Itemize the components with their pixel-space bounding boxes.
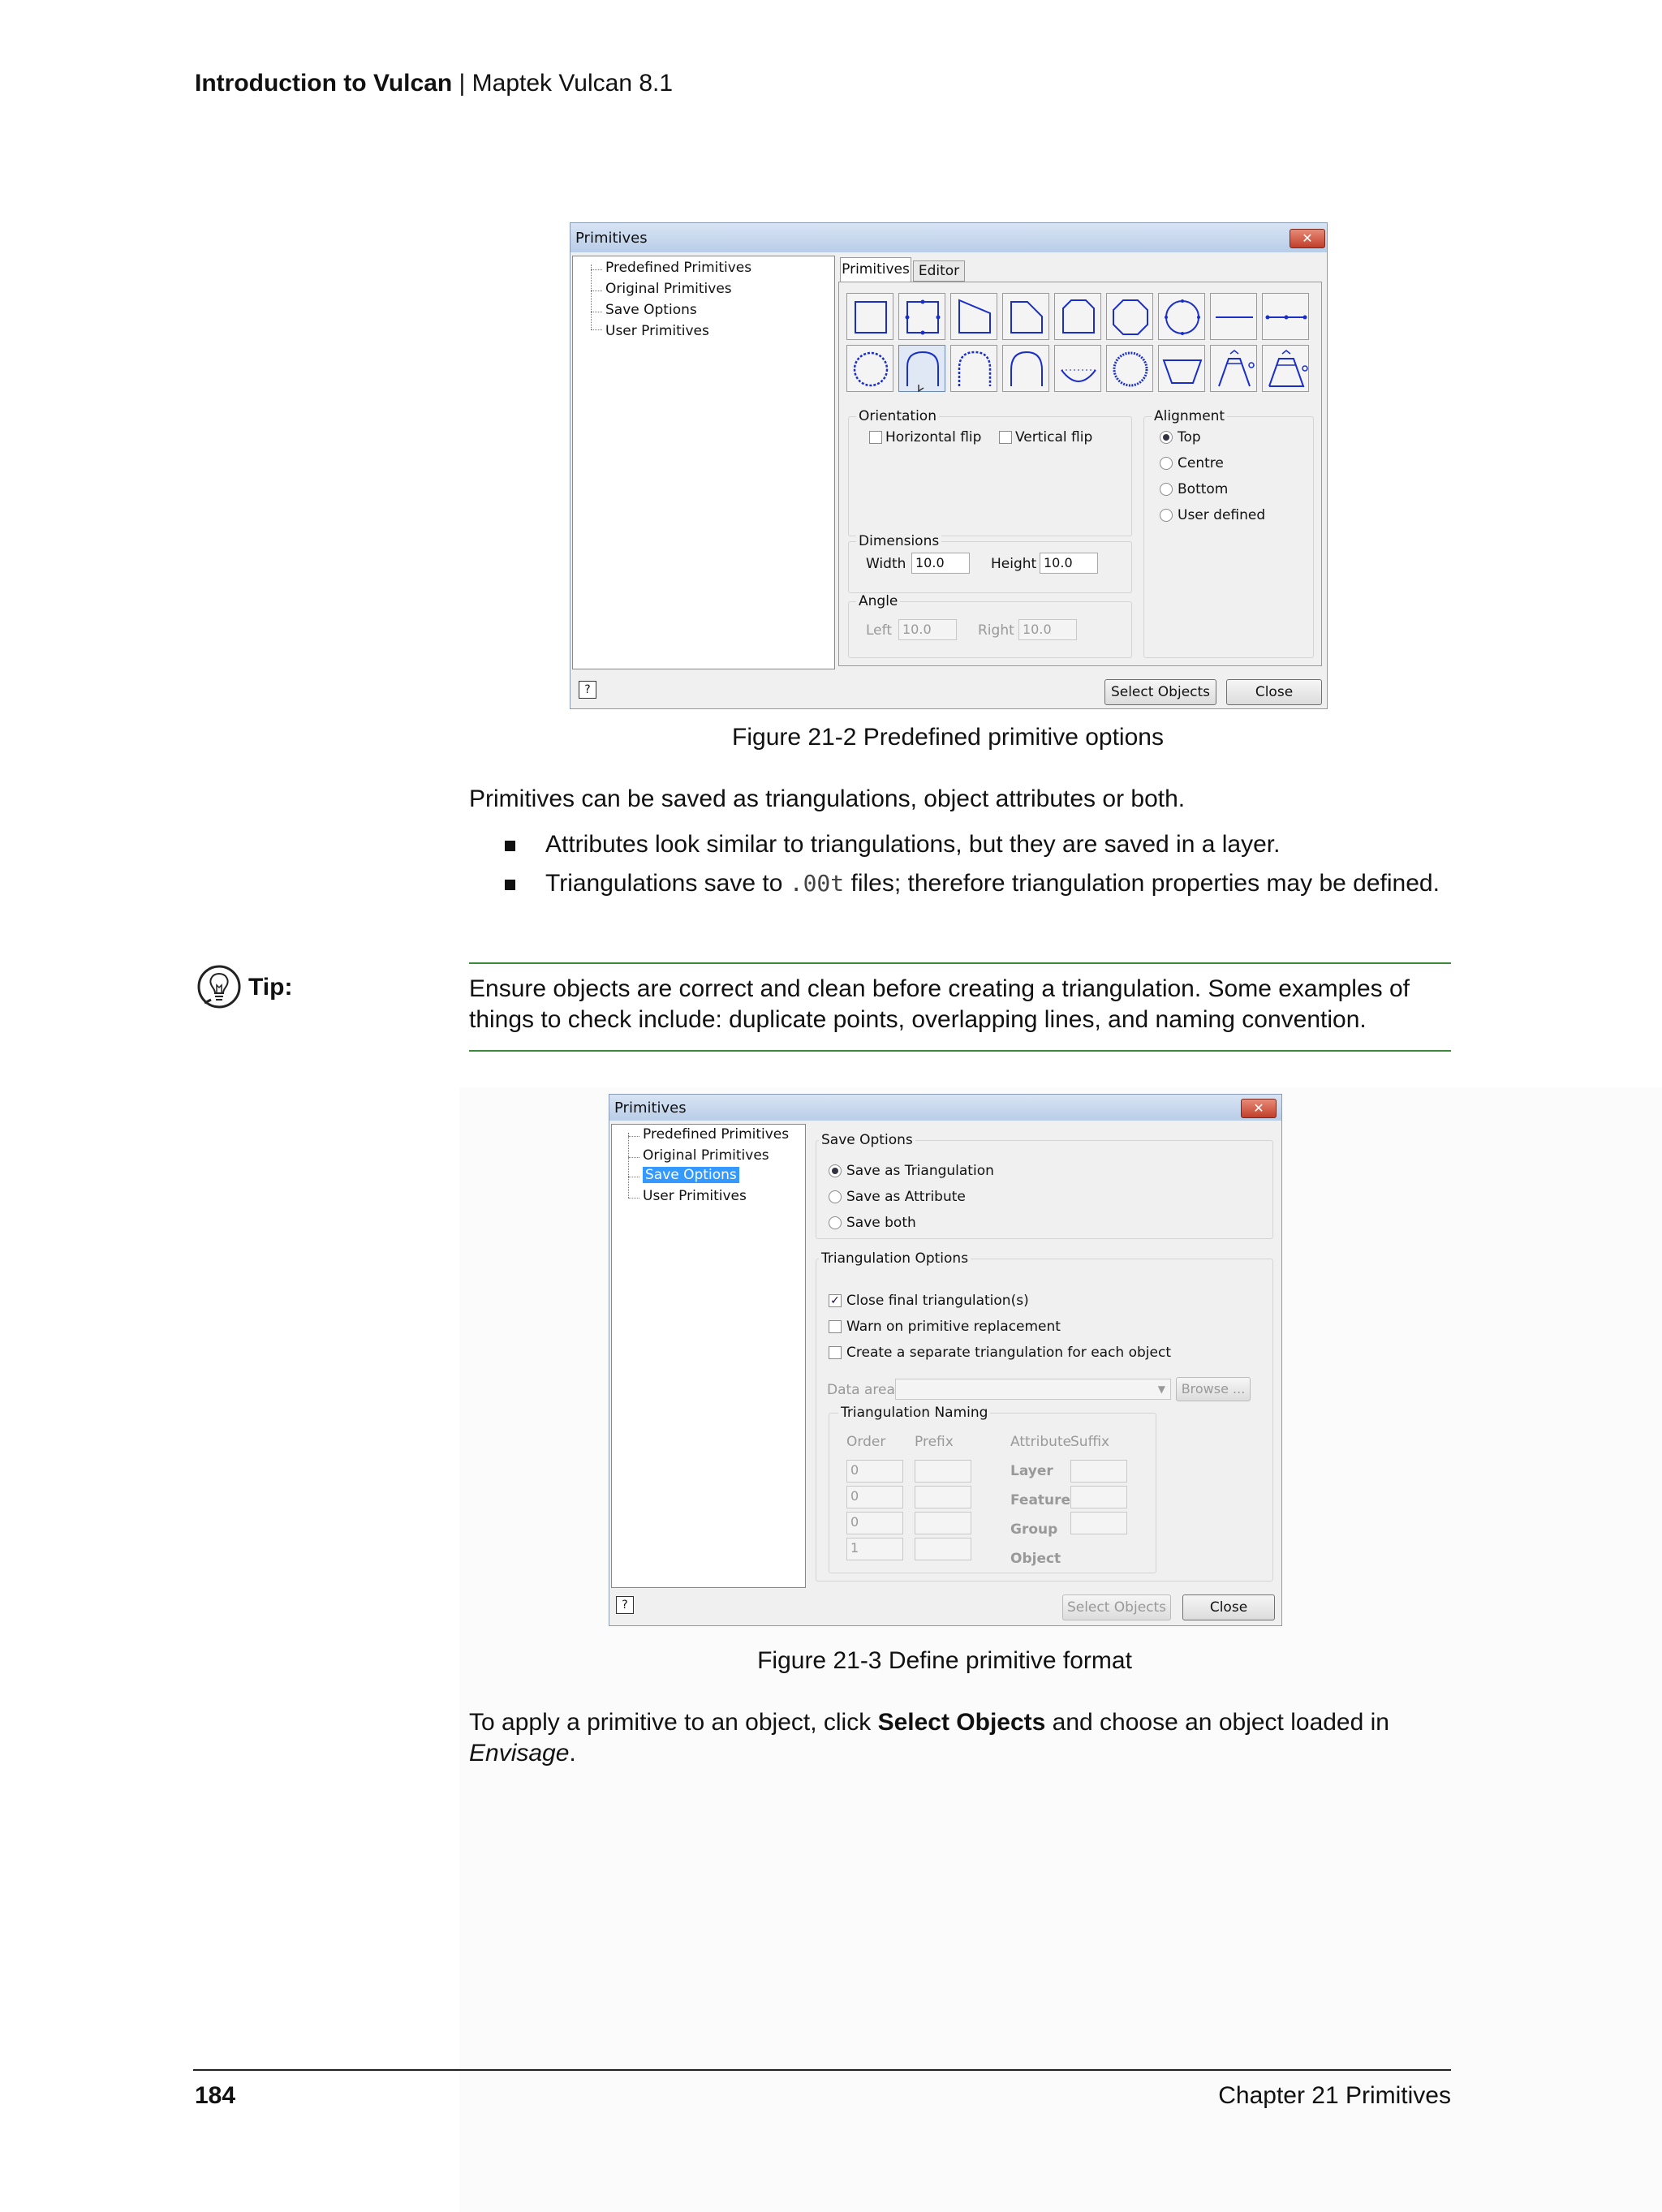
tree-connector — [628, 1157, 639, 1158]
primitive-bowl-button[interactable] — [1054, 345, 1101, 392]
tip-text: Ensure objects are correct and clean before creating a triangulation. Some examples of things to check include: duplicate points, overlapping lines, and naming convention. — [469, 975, 1410, 1033]
pentagon-corner-icon — [1003, 294, 1050, 341]
primitive-pentagon-button[interactable] — [1054, 293, 1101, 340]
select-objects-term: Select Objects — [877, 1709, 1046, 1736]
save-both-label: Save both — [846, 1215, 916, 1231]
octagon-icon — [1107, 294, 1154, 341]
primitive-arch-button[interactable] — [1002, 345, 1049, 392]
suffix-input[interactable] — [1070, 1460, 1127, 1483]
primitive-pentagon-corner-button[interactable] — [1002, 293, 1049, 340]
primitive-line-points-button[interactable] — [1262, 293, 1309, 340]
help-icon[interactable]: ? — [616, 1596, 634, 1614]
attribute-group-label: Group — [1010, 1521, 1058, 1538]
circle-dense-icon — [1107, 346, 1154, 393]
lightbulb-icon — [196, 964, 242, 1013]
attribute-layer-label: Layer — [1010, 1463, 1053, 1479]
tree-connector — [591, 265, 592, 329]
alignment-bottom-label: Bottom — [1178, 481, 1229, 497]
para-text: and choose an object loaded in — [1045, 1709, 1389, 1736]
vertical-flip-label: Vertical flip — [1015, 429, 1093, 445]
figure-caption-1: Figure 21-2 Predefined primitive options — [732, 724, 1164, 751]
naming-header-attribute: Attribute — [1010, 1434, 1072, 1450]
chevron-down-icon: ▼ — [1157, 1384, 1165, 1395]
left-label: Left — [866, 622, 892, 639]
line-points-icon — [1263, 294, 1310, 341]
naming-header-suffix: Suffix — [1070, 1434, 1110, 1450]
prefix-input[interactable] — [915, 1538, 971, 1560]
file-extension-code: .00t — [789, 870, 845, 897]
attribute-object-label: Object — [1010, 1551, 1061, 1567]
close-icon[interactable]: ✕ — [1241, 1099, 1277, 1118]
primitives-dialog-1 — [570, 222, 1328, 709]
separate-triangulation-label: Create a separate triangulation for each object — [846, 1345, 1171, 1361]
alignment-centre-radio[interactable] — [1160, 457, 1173, 470]
primitive-trapezoid-inverted-button[interactable] — [1158, 345, 1205, 392]
browse-button[interactable]: Browse ... — [1176, 1377, 1251, 1401]
list-item — [503, 868, 1453, 899]
primitive-circle-octagon-button[interactable] — [1158, 293, 1205, 340]
list-item — [503, 829, 1453, 860]
naming-header-order: Order — [846, 1434, 886, 1450]
prefix-input[interactable] — [915, 1512, 971, 1534]
save-options-label: Save Options — [819, 1132, 915, 1148]
tower-b-icon — [1263, 346, 1310, 393]
paragraph-apply-primitive — [469, 1707, 1451, 1769]
trapezoid-inverted-icon — [1159, 346, 1206, 393]
square-points-icon — [899, 294, 946, 341]
paragraph-save-as: Primitives can be saved as triangulations, object attributes or both. — [469, 785, 1186, 812]
select-objects-button[interactable]: Select Objects — [1104, 679, 1216, 705]
bullet-square-icon — [505, 841, 515, 851]
help-icon[interactable]: ? — [579, 681, 596, 699]
dialog-title: Primitives — [614, 1100, 687, 1117]
primitive-tower-b-button[interactable] — [1262, 345, 1309, 392]
primitive-arch-dotted-button[interactable] — [950, 345, 997, 392]
tree-item-original-primitives[interactable]: Original Primitives — [605, 281, 732, 297]
tree-connector — [628, 1136, 639, 1137]
naming-header-prefix: Prefix — [915, 1434, 954, 1450]
close-button[interactable]: Close — [1182, 1594, 1275, 1620]
tree-connector — [628, 1198, 639, 1199]
width-input[interactable]: 10.0 — [911, 553, 970, 574]
alignment-group — [1143, 416, 1314, 658]
tree-panel — [572, 256, 835, 669]
alignment-user-defined-radio[interactable] — [1160, 509, 1173, 522]
tab-primitives[interactable]: Primitives — [840, 257, 911, 282]
page-number: 184 — [195, 2082, 236, 2109]
order-input[interactable]: 1 — [846, 1538, 903, 1560]
right-angle-input[interactable]: 10.0 — [1018, 619, 1077, 640]
alignment-bottom-radio[interactable] — [1160, 483, 1173, 496]
tree-item-user-primitives[interactable]: User Primitives — [643, 1188, 747, 1204]
circle-octagon-icon — [1159, 294, 1206, 341]
para-text: To apply a primitive to an object, click — [469, 1709, 878, 1736]
primitive-circle-dotted-button[interactable] — [846, 345, 893, 392]
triangulation-naming-label: Triangulation Naming — [838, 1405, 990, 1421]
header-subtitle: Maptek Vulcan 8.1 — [471, 70, 674, 97]
alignment-label: Alignment — [1152, 408, 1227, 424]
data-area-label: Data area — [827, 1382, 895, 1398]
separate-triangulation-checkbox[interactable] — [829, 1346, 842, 1359]
select-objects-button[interactable]: Select Objects — [1062, 1594, 1171, 1620]
primitive-line-button[interactable] — [1210, 293, 1257, 340]
tree-connector — [628, 1133, 629, 1198]
primitive-arch-selected-button[interactable] — [898, 345, 945, 392]
footer-rule — [193, 2069, 1451, 2071]
alignment-top-label: Top — [1178, 429, 1201, 445]
save-as-attribute-label: Save as Attribute — [846, 1189, 966, 1205]
tree-item-predefined-primitives[interactable]: Predefined Primitives — [605, 260, 752, 276]
chapter-title: Chapter 21 Primitives — [1218, 2082, 1451, 2109]
primitives-dialog-2 — [609, 1094, 1282, 1626]
square-icon — [847, 294, 894, 341]
save-as-triangulation-radio[interactable] — [829, 1164, 842, 1177]
para-text: . — [569, 1740, 576, 1767]
tree-connector — [591, 290, 602, 291]
close-final-triangulation-checkbox[interactable]: ✓ — [829, 1294, 842, 1307]
tree-item-predefined-primitives[interactable]: Predefined Primitives — [643, 1126, 790, 1143]
primitive-circle-dense-button[interactable] — [1106, 345, 1153, 392]
angle-label: Angle — [856, 593, 900, 609]
line-icon — [1211, 294, 1258, 341]
alignment-user-defined-label: User defined — [1178, 507, 1266, 523]
bullet-list — [503, 829, 1453, 907]
close-icon[interactable]: ✕ — [1290, 229, 1325, 248]
close-button[interactable]: Close — [1226, 679, 1322, 705]
order-input[interactable]: 0 — [846, 1460, 903, 1483]
left-angle-input[interactable]: 10.0 — [898, 619, 957, 640]
dialog-titlebar — [609, 1095, 1281, 1121]
save-as-attribute-radio[interactable] — [829, 1190, 842, 1203]
tree-panel — [611, 1124, 806, 1588]
primitive-tower-a-button[interactable] — [1210, 345, 1257, 392]
prefix-input[interactable] — [915, 1460, 971, 1483]
tree-item-user-primitives[interactable]: User Primitives — [605, 323, 709, 339]
tree-item-save-options[interactable]: Save Options — [643, 1167, 739, 1183]
suffix-input[interactable] — [1070, 1486, 1127, 1508]
tip-top-rule — [469, 962, 1451, 964]
dialog-titlebar — [571, 223, 1327, 252]
trapezoid-slant-icon — [951, 294, 998, 341]
envisage-term: Envisage — [469, 1740, 570, 1767]
tree-item-save-options[interactable]: Save Options — [605, 302, 697, 318]
primitive-square-points-button[interactable] — [898, 293, 945, 340]
save-as-triangulation-label: Save as Triangulation — [846, 1163, 994, 1179]
bullet-square-icon — [505, 880, 515, 890]
height-label: Height — [991, 556, 1037, 572]
header-title: Introduction to Vulcan — [195, 70, 453, 97]
alignment-top-radio[interactable] — [1160, 431, 1173, 444]
bowl-icon — [1055, 346, 1102, 393]
tree-item-original-primitives[interactable]: Original Primitives — [643, 1147, 769, 1164]
tip-callout — [196, 964, 310, 1013]
primitive-shape-grid — [846, 293, 1314, 398]
bullet-text-post: files; therefore triangulation properties may be defined. — [844, 870, 1440, 897]
warn-primitive-replacement-checkbox[interactable] — [829, 1320, 842, 1333]
page-header — [195, 70, 673, 97]
arch-icon — [1003, 346, 1050, 393]
suffix-input[interactable] — [1070, 1512, 1127, 1534]
data-area-select[interactable] — [895, 1379, 1171, 1400]
bullet-text-pre: Triangulations save to — [545, 870, 790, 897]
tree-connector — [591, 269, 602, 270]
warn-primitive-replacement-label: Warn on primitive replacement — [846, 1319, 1061, 1335]
circle-dotted-icon — [847, 346, 894, 393]
horizontal-flip-label: Horizontal flip — [885, 429, 982, 445]
save-both-radio[interactable] — [829, 1216, 842, 1229]
tree-connector — [591, 329, 602, 330]
tab-editor[interactable]: Editor — [913, 260, 965, 282]
right-label: Right — [978, 622, 1014, 639]
tower-a-icon — [1211, 346, 1258, 393]
primitive-square-button[interactable] — [846, 293, 893, 340]
dimensions-label: Dimensions — [856, 533, 941, 549]
bullet-text: Attributes look similar to triangulations, but they are saved in a layer. — [545, 831, 1281, 858]
attribute-feature-label: Feature — [1010, 1492, 1071, 1508]
horizontal-flip-checkbox[interactable] — [869, 431, 882, 444]
close-final-triangulation-label: Close final triangulation(s) — [846, 1293, 1029, 1309]
dialog-title: Primitives — [575, 230, 648, 247]
order-input[interactable]: 0 — [846, 1512, 903, 1534]
arch-selected-icon — [899, 346, 946, 393]
width-label: Width — [866, 556, 906, 572]
alignment-centre-label: Centre — [1178, 455, 1224, 471]
triangulation-options-label: Triangulation Options — [819, 1250, 971, 1267]
primitive-trapezoid-slant-button[interactable] — [950, 293, 997, 340]
height-input[interactable]: 10.0 — [1040, 553, 1098, 574]
vertical-flip-checkbox[interactable] — [999, 431, 1012, 444]
orientation-label: Orientation — [856, 408, 939, 424]
header-separator: | — [452, 70, 472, 97]
prefix-input[interactable] — [915, 1486, 971, 1508]
arch-dotted-icon — [951, 346, 998, 393]
pentagon-icon — [1055, 294, 1102, 341]
primitive-octagon-button[interactable] — [1106, 293, 1153, 340]
order-input[interactable]: 0 — [846, 1486, 903, 1508]
tip-bottom-rule — [469, 1050, 1451, 1052]
figure-caption-2: Figure 21-3 Define primitive format — [757, 1647, 1132, 1674]
tip-label: Tip: — [248, 974, 293, 1001]
